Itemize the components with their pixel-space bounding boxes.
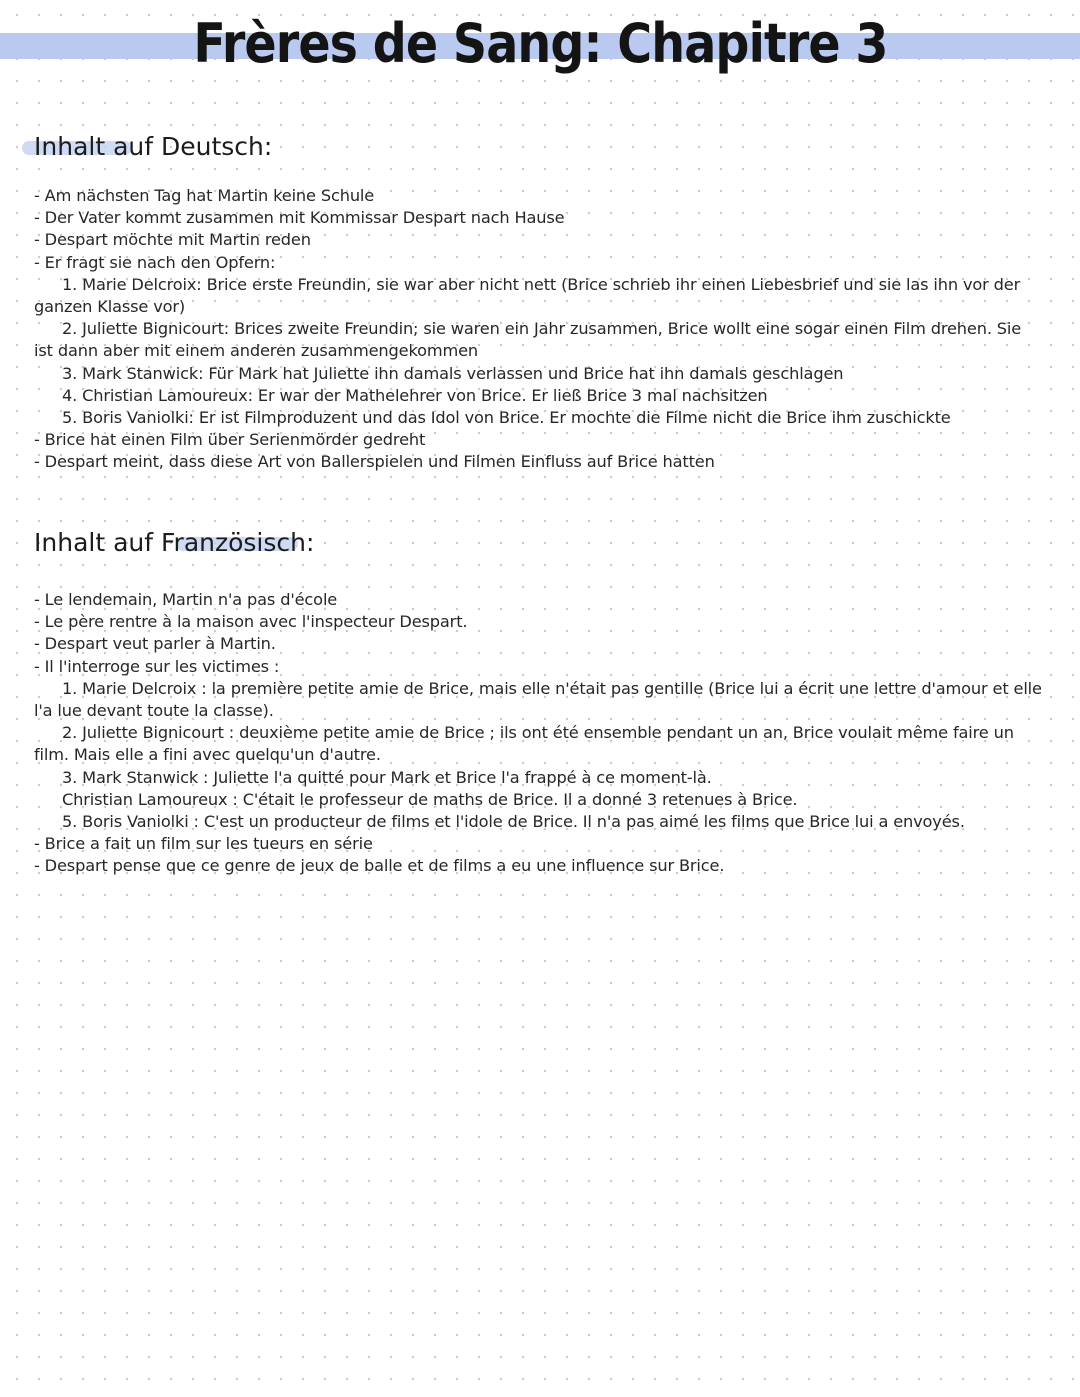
section-french [0, 528, 1080, 876]
text-line: - Er fragt sie nach den Opfern: [34, 252, 276, 272]
content-lines [34, 589, 1044, 877]
page-title [0, 8, 1080, 80]
text-line: - Despart möchte mit Martin reden [34, 230, 311, 250]
heading-label: Inhalt auf Französisch: [34, 528, 315, 557]
text-line: - Brice a fait un film sur les tueurs en série [34, 834, 373, 854]
page-title-text: Frères de Sang: Chapitre 3 [192, 12, 888, 75]
text-line: - Despart veut parler à Martin. [34, 634, 276, 654]
text-line: ganzen Klasse vor) [34, 296, 186, 316]
heading-label: Inhalt auf Deutsch: [34, 132, 273, 161]
text-line: 5. Boris Vaniolki : C'est un producteur de films et l'idole de Brice. Il n'a pas aimé les films que Brice lui a envoyés. [62, 811, 965, 831]
text-line: 2. Juliette Bignicourt : deuxième petite amie de Brice ; ils ont été ensemble pendant un an, Brice voulait même faire un [62, 723, 1014, 743]
section-heading [34, 132, 272, 162]
text-line: - Le lendemain, Martin n'a pas d'école [34, 590, 338, 609]
section-german [0, 132, 1080, 472]
content-lines [34, 185, 1044, 473]
text-line: 2. Juliette Bignicourt: Brices zweite Freundin; sie waren ein Jahr zusammen, Brice wollt eine sogar einen Film drehen. Sie [62, 319, 1022, 339]
text-line: ist dann aber mit einem anderen zusammengekommen [34, 341, 479, 361]
text-line: 1. Marie Delcroix : la première petite amie de Brice, mais elle n'était pas gentille (Brice lui a écrit une lettre d'amour et elle [62, 678, 1042, 698]
text-line: l'a lue devant toute la classe). [34, 700, 274, 720]
text-line: 5. Boris Vaniolki: Er ist Filmproduzent und das Idol von Brice. Er mochte die Filme nicht die Brice ihm zuschickte [62, 407, 951, 427]
text-line: - Il l'interroge sur les victimes : [34, 656, 280, 676]
text-line: - Am nächsten Tag hat Martin keine Schule [34, 186, 375, 205]
text-line: film. Mais elle a fini avec quelqu'un d'autre. [34, 745, 381, 765]
text-line: 1. Marie Delcroix: Brice erste Freundin, sie war aber nicht nett (Brice schrieb ihr einen Liebesbrief und sie las ihn vor der [62, 274, 1021, 294]
text-line: 3. Mark Stanwick: Für Mark hat Juliette ihn damals verlassen und Brice hat ihn damals geschlagen [62, 363, 844, 383]
text-line: - Le père rentre à la maison avec l'inspecteur Despart. [34, 612, 468, 632]
section-heading [34, 528, 314, 558]
text-line: 3. Mark Stanwick : Juliette l'a quitté pour Mark et Brice l'a frappé à ce moment-là. [62, 767, 712, 787]
text-line: - Der Vater kommt zusammen mit Kommissar Despart nach Hause [34, 208, 565, 228]
text-line: - Despart pense que ce genre de jeux de balle et de films a eu une influence sur Brice. [34, 856, 725, 876]
text-line: 4. Christian Lamoureux: Er war der Mathelehrer von Brice. Er ließ Brice 3 mal nachsitzen [62, 385, 768, 405]
text-line: - Despart meint, dass diese Art von Ballerspielen und Filmen Einfluss auf Brice hatten [34, 452, 715, 472]
text-line: - Brice hat einen Film über Serienmörder gedreht [34, 430, 426, 450]
text-line: Christian Lamoureux : C'était le professeur de maths de Brice. Il a donné 3 retenues à Brice. [62, 789, 798, 809]
